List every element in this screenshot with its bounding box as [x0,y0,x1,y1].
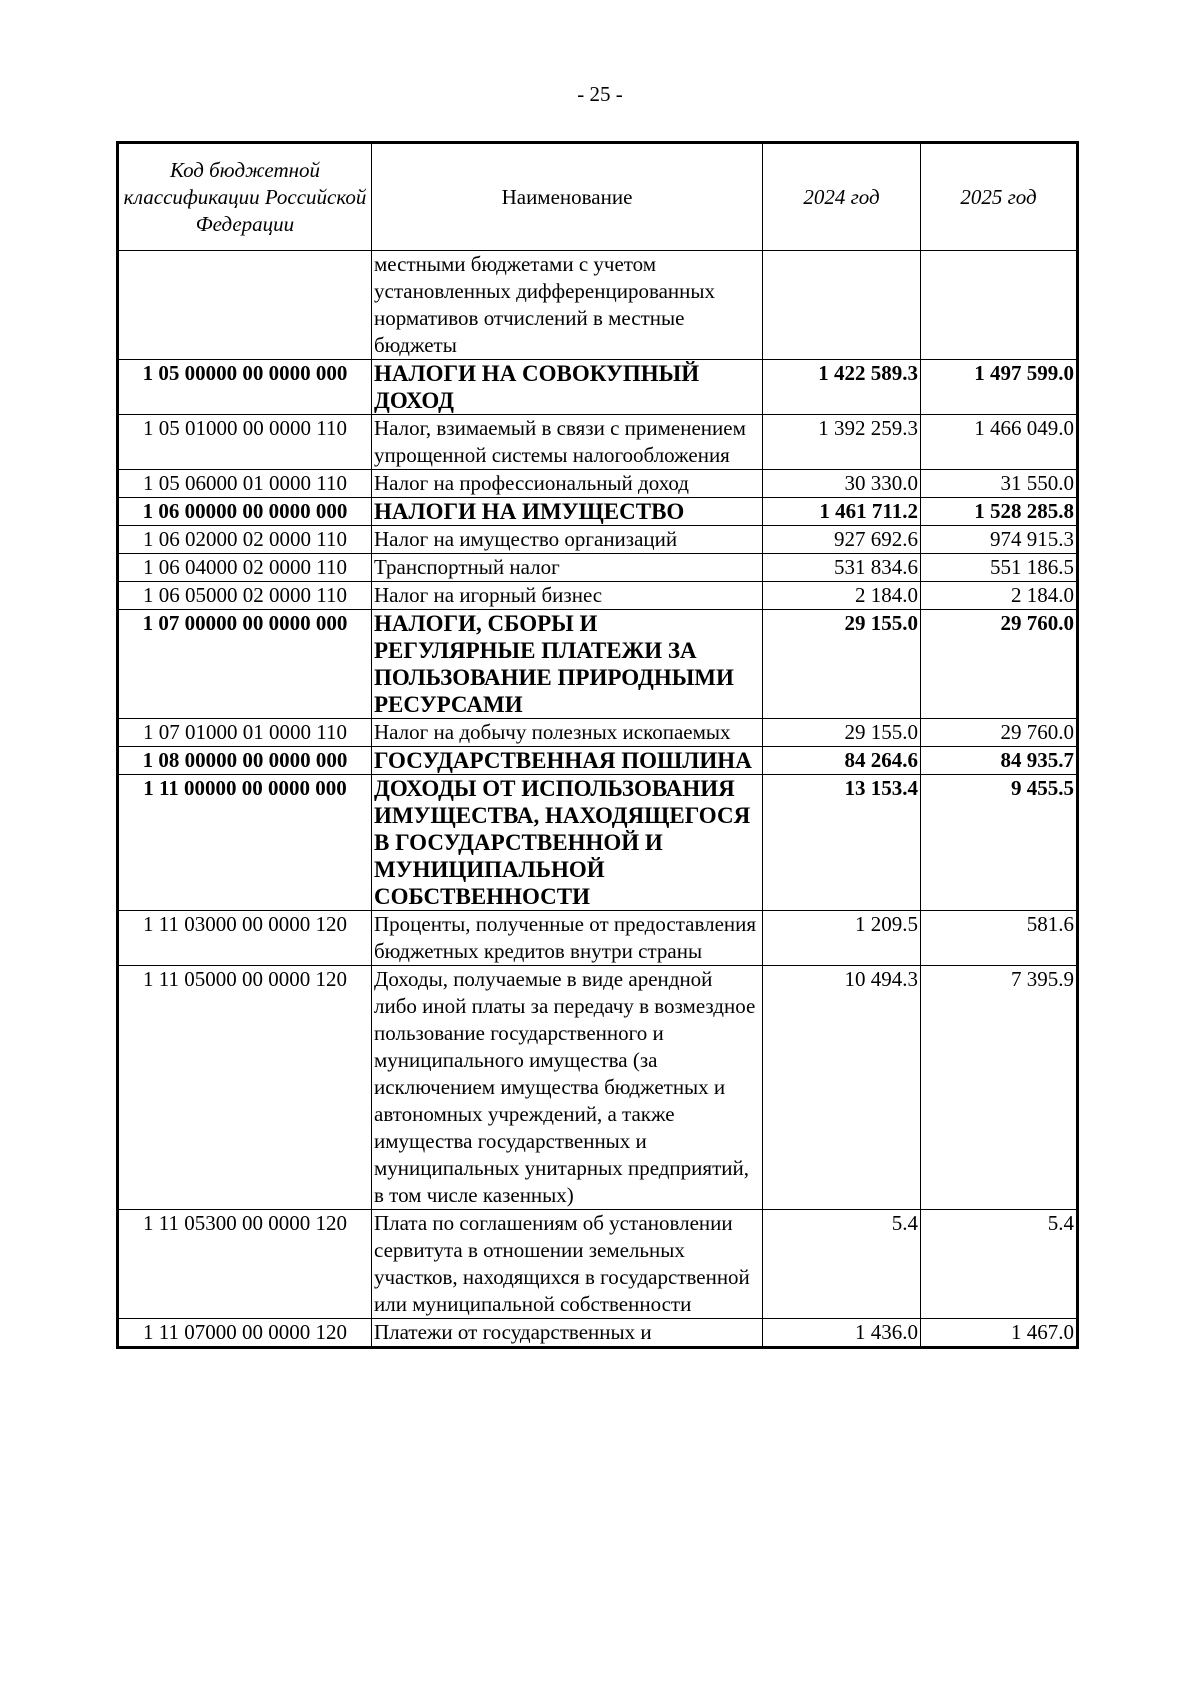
row-name: НАЛОГИ НА ИМУЩЕСТВО [372,498,763,526]
row-value-2025: 1 466 049.0 [921,415,1078,470]
row-code: 1 06 02000 02 0000 110 [118,526,372,554]
row-code: 1 11 07000 00 0000 120 [118,1319,372,1348]
row-name: ДОХОДЫ ОТ ИСПОЛЬЗОВАНИЯ ИМУЩЕСТВА, НАХОДЯЩЕГОСЯ В ГОСУДАРСТВЕННОЙ И МУНИЦИПАЛЬНОЙ СОБСТВЕННОСТИ [372,775,763,911]
table-row [118,966,1078,1210]
row-code: 1 11 00000 00 0000 000 [118,775,372,911]
row-code: 1 06 05000 02 0000 110 [118,582,372,610]
row-name: НАЛОГИ, СБОРЫ И РЕГУЛЯРНЫЕ ПЛАТЕЖИ ЗА ПОЛЬЗОВАНИЕ ПРИРОДНЫМИ РЕСУРСАМИ [372,610,763,719]
row-name: Налог на игорный бизнес [372,582,763,610]
row-value-2025: 29 760.0 [921,610,1078,719]
table-row [118,1210,1078,1319]
header-2025: 2025 год [921,143,1078,251]
row-code: 1 06 04000 02 0000 110 [118,554,372,582]
table-row [118,360,1078,415]
row-value-2025: 7 395.9 [921,966,1078,1210]
row-name: ГОСУДАРСТВЕННАЯ ПОШЛИНА [372,747,763,775]
header-code: Код бюджетной классификации Российской Федерации [118,143,372,251]
row-name: Налог на профессиональный доход [372,470,763,498]
row-value-2024: 1 461 711.2 [763,498,921,526]
table-row [118,251,1078,360]
row-name: Плата по соглашениям об установлении сервитута в отношении земельных участков, находящихся в государственной или муниципальной собственности [372,1210,763,1319]
row-code [118,251,372,360]
row-value-2025: 5.4 [921,1210,1078,1319]
row-code: 1 07 00000 00 0000 000 [118,610,372,719]
budget-revenue-table [116,141,1079,1349]
table-row [118,747,1078,775]
row-code: 1 07 01000 01 0000 110 [118,719,372,747]
row-name: Доходы, получаемые в виде арендной либо иной платы за передачу в возмездное пользование государственного и муниципального имущества (за исключением имущества бюджетных и автономных учреждений, а также имущества государственных и муниципальных унитарных предприятий, в том числе казенных) [372,966,763,1210]
row-value-2025: 1 497 599.0 [921,360,1078,415]
header-name: Наименование [372,143,763,251]
row-value-2025: 29 760.0 [921,719,1078,747]
row-value-2024: 84 264.6 [763,747,921,775]
row-value-2024: 30 330.0 [763,470,921,498]
row-code: 1 05 01000 00 0000 110 [118,415,372,470]
row-name: Налог, взимаемый в связи с применением упрощенной системы налогообложения [372,415,763,470]
row-value-2024: 1 422 589.3 [763,360,921,415]
row-name: Налог на имущество организаций [372,526,763,554]
row-name: Платежи от государственных и [372,1319,763,1348]
row-value-2024: 13 153.4 [763,775,921,911]
row-value-2025: 31 550.0 [921,470,1078,498]
row-code: 1 11 05300 00 0000 120 [118,1210,372,1319]
table-row [118,415,1078,470]
row-value-2025: 1 467.0 [921,1319,1078,1348]
table-row [118,526,1078,554]
table-row [118,470,1078,498]
row-name: НАЛОГИ НА СОВОКУПНЫЙ ДОХОД [372,360,763,415]
row-code: 1 11 05000 00 0000 120 [118,966,372,1210]
row-code: 1 05 06000 01 0000 110 [118,470,372,498]
row-name: Транспортный налог [372,554,763,582]
table-row [118,911,1078,966]
row-value-2024: 1 436.0 [763,1319,921,1348]
row-value-2025: 9 455.5 [921,775,1078,911]
table-row [118,554,1078,582]
row-value-2025: 551 186.5 [921,554,1078,582]
row-value-2024: 2 184.0 [763,582,921,610]
row-value-2024: 927 692.6 [763,526,921,554]
page-number: - 25 - [577,82,623,106]
row-value-2025 [921,251,1078,360]
row-name: местными бюджетами с учетом установленных дифференцированных нормативов отчислений в местные бюджеты [372,251,763,360]
header-2024: 2024 год [763,143,921,251]
row-value-2024: 531 834.6 [763,554,921,582]
row-name: Налог на добычу полезных ископаемых [372,719,763,747]
table-row [118,610,1078,719]
table-row [118,1319,1078,1348]
table-row [118,582,1078,610]
row-value-2025: 1 528 285.8 [921,498,1078,526]
table-header-row [118,143,1078,251]
table-row [118,498,1078,526]
row-value-2025: 581.6 [921,911,1078,966]
row-value-2025: 84 935.7 [921,747,1078,775]
row-value-2025: 2 184.0 [921,582,1078,610]
table-row [118,775,1078,911]
row-value-2024: 1 209.5 [763,911,921,966]
row-value-2025: 974 915.3 [921,526,1078,554]
row-value-2024 [763,251,921,360]
row-code: 1 11 03000 00 0000 120 [118,911,372,966]
table-row [118,719,1078,747]
row-code: 1 05 00000 00 0000 000 [118,360,372,415]
row-value-2024: 1 392 259.3 [763,415,921,470]
table-body [118,251,1078,1348]
row-value-2024: 10 494.3 [763,966,921,1210]
row-code: 1 06 00000 00 0000 000 [118,498,372,526]
row-code: 1 08 00000 00 0000 000 [118,747,372,775]
row-value-2024: 29 155.0 [763,719,921,747]
row-name: Проценты, полученные от предоставления бюджетных кредитов внутри страны [372,911,763,966]
row-value-2024: 29 155.0 [763,610,921,719]
row-value-2024: 5.4 [763,1210,921,1319]
